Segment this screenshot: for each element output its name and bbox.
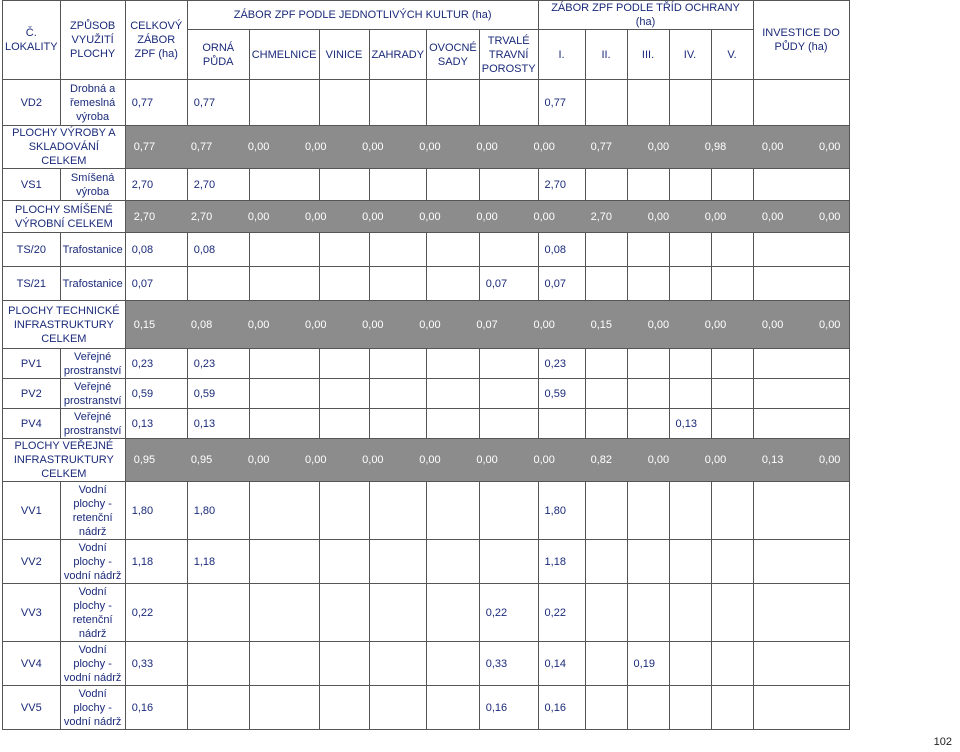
summary-row — [3, 439, 850, 482]
row-use: Veřejné prostranství — [60, 409, 125, 439]
header-trida-2: II. — [585, 30, 627, 80]
header-trida-5: V. — [711, 30, 753, 80]
header-vinice: VINICE — [319, 30, 369, 80]
table-row — [3, 540, 850, 584]
summary-value: 2,70 — [133, 210, 156, 223]
summary-value: 0,00 — [819, 210, 841, 223]
summary-value: 0,13 — [761, 454, 784, 466]
row-orna: 0,59 — [187, 379, 249, 409]
summary-value: 0,07 — [476, 318, 498, 331]
summary-value: 0,00 — [761, 141, 784, 153]
summary-value: 0,77 — [133, 141, 156, 153]
row-id: PV2 — [3, 379, 61, 409]
table-row — [3, 409, 850, 439]
row-trvale: 0,07 — [479, 267, 538, 301]
row-use: Trafostanice — [60, 233, 125, 267]
summary-value: 0,00 — [819, 318, 841, 331]
row-trida-1: 0,16 — [538, 686, 585, 730]
summary-value: 0,00 — [533, 454, 555, 466]
summary-value: 0,00 — [419, 454, 441, 466]
table-row — [3, 642, 850, 686]
summary-value: 0,00 — [362, 210, 384, 223]
header-trida-1: I. — [538, 30, 585, 80]
row-trida-3: 0,19 — [627, 642, 669, 686]
row-celkem: 0,07 — [125, 267, 187, 301]
row-use: Vodní plochy - retenční nádrž — [60, 482, 125, 540]
row-id: VV4 — [3, 642, 61, 686]
summary-value: 0,00 — [647, 318, 670, 331]
summary-value: 0,08 — [190, 318, 213, 331]
header-investice: INVESTICE DO PŮDY (ha) — [753, 1, 849, 80]
summary-value: 0,15 — [133, 318, 156, 331]
summary-value: 0,00 — [305, 141, 327, 153]
summary-row — [3, 126, 850, 169]
summary-value: 0,00 — [362, 454, 384, 466]
summary-value: 0,00 — [476, 210, 498, 223]
row-celkem: 2,70 — [125, 169, 187, 201]
summary-value: 0,00 — [647, 210, 670, 223]
header-zahrady: ZAHRADY — [369, 30, 427, 80]
summary-value: 0,00 — [533, 318, 555, 331]
summary-value: 0,82 — [590, 454, 612, 466]
row-id: VV5 — [3, 686, 61, 730]
row-trida-4: 0,13 — [669, 409, 711, 439]
header-trida-4: IV. — [669, 30, 711, 80]
summary-values — [125, 126, 849, 169]
summary-values — [125, 201, 849, 233]
row-celkem: 1,18 — [125, 540, 187, 584]
row-trida-1: 0,07 — [538, 267, 585, 301]
row-use: Vodní plochy - retenční nádrž — [60, 584, 125, 642]
row-id: PV1 — [3, 349, 61, 379]
summary-value: 0,00 — [761, 210, 784, 223]
header-kultury: ZÁBOR ZPF PODLE JEDNOTLIVÝCH KULTUR (ha) — [187, 1, 538, 30]
summary-value: 0,15 — [590, 318, 612, 331]
summary-value: 0,00 — [533, 210, 555, 223]
row-celkem: 0,22 — [125, 584, 187, 642]
row-trida-1: 1,80 — [538, 482, 585, 540]
row-celkem: 1,80 — [125, 482, 187, 540]
row-trida-1: 0,23 — [538, 349, 585, 379]
summary-label: PLOCHY VEŘEJNÉ INFRASTRUKTURY CELKEM — [3, 439, 126, 482]
row-celkem: 0,77 — [125, 80, 187, 126]
header-lokalita: Č. LOKALITY — [3, 1, 61, 80]
summary-value: 0,95 — [133, 454, 156, 466]
header-celkovy: CELKOVÝ ZÁBOR ZPF (ha) — [125, 1, 187, 80]
table-row — [3, 233, 850, 267]
table-row — [3, 686, 850, 730]
row-orna: 0,77 — [187, 80, 249, 126]
table-row — [3, 169, 850, 201]
summary-value: 0,00 — [819, 454, 841, 466]
row-trida-1: 1,18 — [538, 540, 585, 584]
summary-value: 0,00 — [704, 210, 727, 223]
header-chmelnice: CHMELNICE — [249, 30, 319, 80]
row-celkem: 0,16 — [125, 686, 187, 730]
row-orna: 2,70 — [187, 169, 249, 201]
summary-values — [125, 301, 849, 349]
summary-value: 2,70 — [190, 210, 213, 223]
row-trvale: 0,33 — [479, 642, 538, 686]
summary-value: 0,00 — [476, 454, 498, 466]
summary-value: 0,00 — [419, 318, 441, 331]
summary-label: PLOCHY SMÍŠENÉ VÝROBNÍ CELKEM — [3, 201, 126, 233]
row-use: Smíšená výroba — [60, 169, 125, 201]
table-row — [3, 584, 850, 642]
summary-value: 0,00 — [305, 454, 327, 466]
summary-value: 0,00 — [647, 454, 670, 466]
summary-values — [125, 439, 849, 482]
row-id: VV3 — [3, 584, 61, 642]
row-id: PV4 — [3, 409, 61, 439]
table-row — [3, 349, 850, 379]
summary-value: 2,70 — [590, 210, 612, 223]
row-orna: 0,23 — [187, 349, 249, 379]
zabor-zpf-table — [2, 0, 850, 730]
row-trida-1: 0,14 — [538, 642, 585, 686]
row-trida-1: 0,59 — [538, 379, 585, 409]
row-id: VS1 — [3, 169, 61, 201]
summary-value: 0,00 — [305, 318, 327, 331]
row-use: Trafostanice — [60, 267, 125, 301]
summary-value: 0,00 — [247, 454, 270, 466]
row-id: TS/21 — [3, 267, 61, 301]
summary-value: 0,00 — [533, 141, 555, 153]
summary-row — [3, 201, 850, 233]
table-row — [3, 80, 850, 126]
summary-value: 0,00 — [476, 141, 498, 153]
summary-value: 0,00 — [247, 318, 270, 331]
header-orna: ORNÁ PŮDA — [187, 30, 249, 80]
summary-value: 0,00 — [247, 141, 270, 153]
summary-value: 0,00 — [704, 318, 727, 331]
row-id: VD2 — [3, 80, 61, 126]
summary-value: 0,00 — [247, 210, 270, 223]
row-trida-1: 0,08 — [538, 233, 585, 267]
row-orna: 0,13 — [187, 409, 249, 439]
summary-value: 0,00 — [761, 318, 784, 331]
row-orna: 1,18 — [187, 540, 249, 584]
table-row — [3, 379, 850, 409]
summary-value: 0,77 — [190, 141, 213, 153]
summary-value: 0,00 — [647, 141, 670, 153]
summary-value: 0,98 — [704, 141, 727, 153]
row-trida-1: 0,77 — [538, 80, 585, 126]
row-use: Veřejné prostranství — [60, 379, 125, 409]
row-celkem: 0,08 — [125, 233, 187, 267]
row-trvale: 0,22 — [479, 584, 538, 642]
row-use: Vodní plochy - vodní nádrž — [60, 642, 125, 686]
row-orna: 0,08 — [187, 233, 249, 267]
row-use: Vodní plochy - vodní nádrž — [60, 540, 125, 584]
header-trida-3: III. — [627, 30, 669, 80]
page-number: 102 — [933, 736, 952, 748]
summary-value: 0,00 — [419, 210, 441, 223]
row-use: Veřejné prostranství — [60, 349, 125, 379]
row-celkem: 0,33 — [125, 642, 187, 686]
row-trida-1: 2,70 — [538, 169, 585, 201]
row-id: VV2 — [3, 540, 61, 584]
summary-row — [3, 301, 850, 349]
row-celkem: 0,59 — [125, 379, 187, 409]
summary-value: 0,00 — [704, 454, 727, 466]
row-id: TS/20 — [3, 233, 61, 267]
row-celkem: 0,13 — [125, 409, 187, 439]
row-trvale: 0,16 — [479, 686, 538, 730]
summary-value: 0,77 — [590, 141, 612, 153]
summary-value: 0,00 — [362, 318, 384, 331]
header-zpusob: ZPŮSOB VYUŽITÍ PLOCHY — [60, 1, 125, 80]
row-celkem: 0,23 — [125, 349, 187, 379]
row-use: Drobná a řemeslná výroba — [60, 80, 125, 126]
header-ovocne: OVOCNÉ SADY — [427, 30, 480, 80]
row-id: VV1 — [3, 482, 61, 540]
row-orna: 1,80 — [187, 482, 249, 540]
summary-value: 0,00 — [305, 210, 327, 223]
row-trida-1: 0,22 — [538, 584, 585, 642]
summary-value: 0,00 — [362, 141, 384, 153]
summary-label: PLOCHY VÝROBY A SKLADOVÁNÍ CELKEM — [3, 126, 126, 169]
table-row — [3, 267, 850, 301]
table-row — [3, 482, 850, 540]
summary-value: 0,00 — [419, 141, 441, 153]
row-use: Vodní plochy - vodní nádrž — [60, 686, 125, 730]
header-tridy: ZÁBOR ZPF PODLE TŘÍD OCHRANY (ha) — [538, 1, 753, 30]
summary-label: PLOCHY TECHNICKÉ INFRASTRUKTURY CELKEM — [3, 301, 126, 349]
summary-value: 0,95 — [190, 454, 213, 466]
header-trvale: TRVALÉ TRAVNÍ POROSTY — [479, 30, 538, 80]
summary-value: 0,00 — [819, 141, 841, 153]
